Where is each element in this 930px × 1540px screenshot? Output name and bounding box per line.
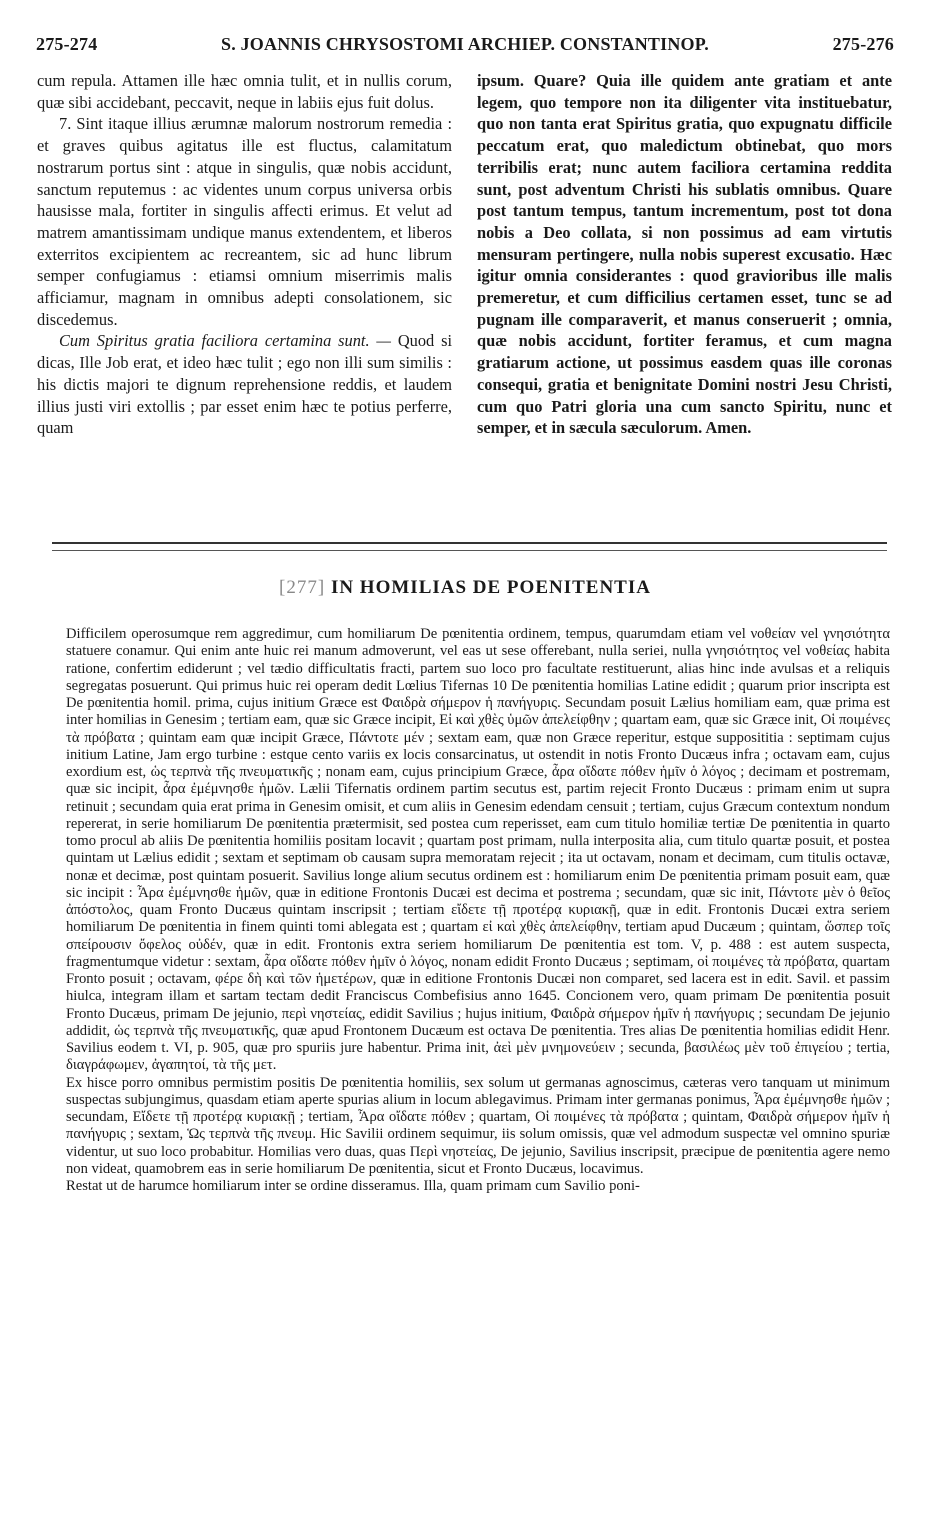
body-paragraph-1: Difficilem operosumque rem aggredimur, cum homiliarum De pœnitentia ordinem, tempus, quarumdam etiam vel νοθείαν vel γνησιότητα statuere conamur. Qui enim ante huic rei manum admoverunt, vel eas ut sese offerebant, nulla seriei, nulla γνησιότητος vel νοθείας habita ratione, confertim ediderunt ; vel tædio difficultatis fracti, partem suo loco pro facultate restituerunt, alias hinc inde avulsas et a reliquis segregatas posuerunt. Qui primus huic rei operam dedit Lœlius Tifernas 10 De pœnitentia homilias Latine edidit ; quarum prior inscripta est De pœnitentia homil. prima, cujus initium Græce est Φαιδρὰ σήμερον ἡ πανήγυρις. Secundam posuit Lælius homiliam eam, quæ prima est inter homilias in Genesim ; tertiam eam, quæ sic Græce incipit, Εἰ καὶ χθὲς ὑμῶν ἀπελείφθην ; quartam eam, quæ sic Græce init, Οἱ ποιμένες τὰ πρόβατα ; quintam eam quæ incipit Græce, Πάντοτε μέν ; sextam eam, quæ non Græce reperitur, estque supposititia : septimam cujus initium Latine, Jam ergo turbine : estque cento variis ex locis consarcinatus, ut ostendit in notis Fronto Ducæus infra ; octavam eam, cujus exordium est, ὡς τερπνὰ τῆς πνευματικῆς ; nonam eam, cujus principium Græce, ἆρα οἴδατε πόθεν ἡμῖν ὁ λόγος ; decimam et postremam, quæ sic incipit, ἆρα ἐμέμνησθε ἡμῶν. Lælii Tifernatis ordinem partim secutus est, partim rejecit Fronto Ducæus : primam enim ut supra retinuit ; secundam quia erat prima in Genesim omisit, et cum aliis in Genesim edendam censuit ; tertiam, cujus Græcum contextum nondum repererat, in serie homiliarum De pœnitentia prætermisit, sed postea cum reperisset, eam cum titulo homiliæ tertiæ De pœnitentia in quarto tomo procul ab aliis De pœnitentia homiliis positam locavit ; quartam post primam, nulla interposita alia, cum titulo quartæ posuit, et postea quintam ut Lælius edidit ; sextam et septimam ob causam supra memoratam rejecit ; ita ut octavam, nonam et decimam, cum titulis octavæ, nonæ et decimæ, post quintam posuerit. Savilius longe alium secutus ordinem est : homiliarum enim De pœnitentia primam posuit eam, quæ sic incipit : Ἆρα ἐμέμνησθε ἡμῶν, quæ in editione Frontonis Ducæi est decima et postrema ; secundam, quæ sic init, Πάντοτε μὲν ὁ θεῖος ἀπόστολος, quam Fronto Ducæus quintam inscripsit ; tertiam εἴδετε τῇ προτέρᾳ κυριακῇ, quæ in edit. Frontonis Ducæi extra seriem homiliarum De pœnitentia in finem quinti tomi ablegata est ; quartam εἰ καὶ χθὲς ἀπελείφθην, tertiam apud Ducæum ; quintam, ὥσπερ τοῖς σπείρουσιν ὄφελος οὐδέν, quæ in edit. Frontonis extra seriem homiliarum De pœnitentia est tom. V, p. 488 : est autem suspecta, fragmentumque videtur : sextam, ἆρα οἴδατε πόθεν ἡμῖν ὁ λόγος, nonam edidit Fronto Ducæus ; septimam, οἱ ποιμένες τὰ πρόβατα, quartam Fronto posuit ; octavam, φέρε δὴ καὶ τῶν ἡμετέρων, quæ in editione Frontonis Ducæi non comparet, sed lacera est in edit. Savil. et passim hiulca, integram illam et sartam tectam dedit Franciscus Combefisius anno 1645. Concionem vero, quam primam De pœnitentia posuit Fronto Ducæus, primam De jejunio, περὶ νηστείας, edidit Savilius ; hujus initium, Φαιδρὰ σήμερον ἡμῖν ἡ πανήγυρις ; secundam De jejunio addidit, ὡς τερπνὰ τῆς πνευματικῆς, quæ apud Frontonem Ducæum est octava De pœnitentia. Tres alias De pœnitentia homilias edidit Henr. Savilius eodem t. VI, p. 905, quæ pro spuriis jure habentur. Prima init, ἀεὶ μὲν μνημονεύειν ; secunda, βασιλέως μὲν τοῦ ἐπιγείου ; tertia, διαγράφωμεν, ἀγαπητοί, τὰ τῆς μετ. — [66, 626, 890, 1074]
right-column — [477, 70, 892, 439]
introduction-text — [66, 626, 890, 1195]
left-paragraph-2: 7. Sint itaque illius ærumnæ malorum nostrorum remedia : et graves quibus agitatus ille est fluctus, calamitatum nostrarum portus sint : atque in singulis, quæ nobis accidunt, sanctum reputemus : ac videntes unum corpus universa orbis hausisse mala, fortiter in singulis affecti erimus. Et velut ad matrem amantissimam undique manus extendentem, et liberos exterritos excipientem ac recreantem, sic ad hunc librum semper confugiamus : etiamsi omnium miserrimis malis afficiamur, magnam in omnibus adepti consolationem, sic discedemus. — [37, 114, 452, 329]
section-title: IN HOMILIAS DE POENITENTIA — [330, 577, 651, 598]
left-column — [37, 70, 452, 439]
column-numbers-right: 275-276 — [832, 34, 894, 54]
body-paragraph-3: Restat ut de harumce homiliarum inter se ordine disseramus. Illa, quam primam cum Savilio poni- — [66, 1178, 640, 1194]
left-paragraph-3-text: Quod si dicas, Ille Job erat, et ideo hæc tulit ; ego non illi sum similis : his dictis majori te dignum reprehensione reddis, et laudem illius justi viri extollis ; par esset enim hæc te potius perferre, quam — [37, 331, 453, 438]
section-heading — [0, 577, 930, 599]
column-numbers-left: 275-274 — [36, 34, 98, 54]
section-number: [277] — [279, 577, 326, 598]
left-paragraph-1: cum repula. Attamen ille hæc omnia tulit, et in nullis corum, quæ sibi accidebant, peccavit, neque in labiis ejus fuit dolus. — [37, 71, 452, 112]
running-header — [36, 34, 894, 60]
section-divider — [52, 542, 887, 551]
body-paragraph-2: Ex hisce porro omnibus permistim positis De pœnitentia homiliis, sex solum ut germanas agnoscimus, cæteras vero tanquam ut minimum suspectas subjungimus, quasdam etiam aperte spurias alium in locum ablegavimus. Primam inter germanas ponimus, Ἆρα ἐμέμνησθε ἡμῶν ; secundam, Εἴδετε τῇ προτέρᾳ κυριακῇ ; tertiam, Ἆρα οἴδατε πόθεν ; quartam, Οἱ ποιμένες τὰ πρόβατα ; quintam, Φαιδρὰ σήμερον ἡμῖν ἡ πανήγυρις ; sextam, Ὡς τερπνὰ τῆς πνευμ. Hic Savilii ordinem sequimur, iis solum omissis, quæ vel admodum suspectæ vel omnino spuriæ videntur, ut suo loco probabitur. Homilias vero duas, quas Περὶ νηστείας, De jejunio, Savilius inscripsit, præcipue de pœnitentia agere nemo non videat, quamobrem eas in serie homiliarum De pœnitentia, sicut et Fronto Ducæus, locavimus. — [66, 1074, 890, 1177]
running-title: S. JOANNIS CHRYSOSTOMI ARCHIEP. CONSTANTINOP. — [221, 34, 709, 54]
right-paragraph-1: ipsum. Quare? Quia ille quidem ante gratiam et ante legem, quo tempore non ita diligenter vita instituebatur, quo non tanta erat Spiritus gratia, quo expugnatu difficile peccatum erat, quo maledictum obtinebat, quo mors terribilis erat; nunc autem faciliora certamina reddita sunt, post adventum Christi his sublatis omnibus. Quare post tantum tempus, tantum incrementum, post tot dona nobis a Deo collata, si non possimus ad eam virtutis mensuram pertingere, nulla nobis superest excusatio. Hæc igitur omnia considerantes : quod gravioribus ille malis premeretur, et cum difficilius certamen esset, tunc se ad pugnam ille comparaverit, et manus conseruerit ; omnia, quæ nobis accidunt, fortiter feramus, et cum magna gratiarum actione, ut possimus easdem quas ille coronas consequi, gratia et benignitate Domini nostri Jesu Christi, cum quo Patri gloria una cum sancto Spiritu, nunc et semper, et in sæcula sæculorum. Amen. — [477, 71, 892, 438]
left-paragraph-3 — [37, 330, 452, 439]
subheading: Cum Spiritus gratia faciliora certamina sunt. — — [59, 331, 391, 351]
